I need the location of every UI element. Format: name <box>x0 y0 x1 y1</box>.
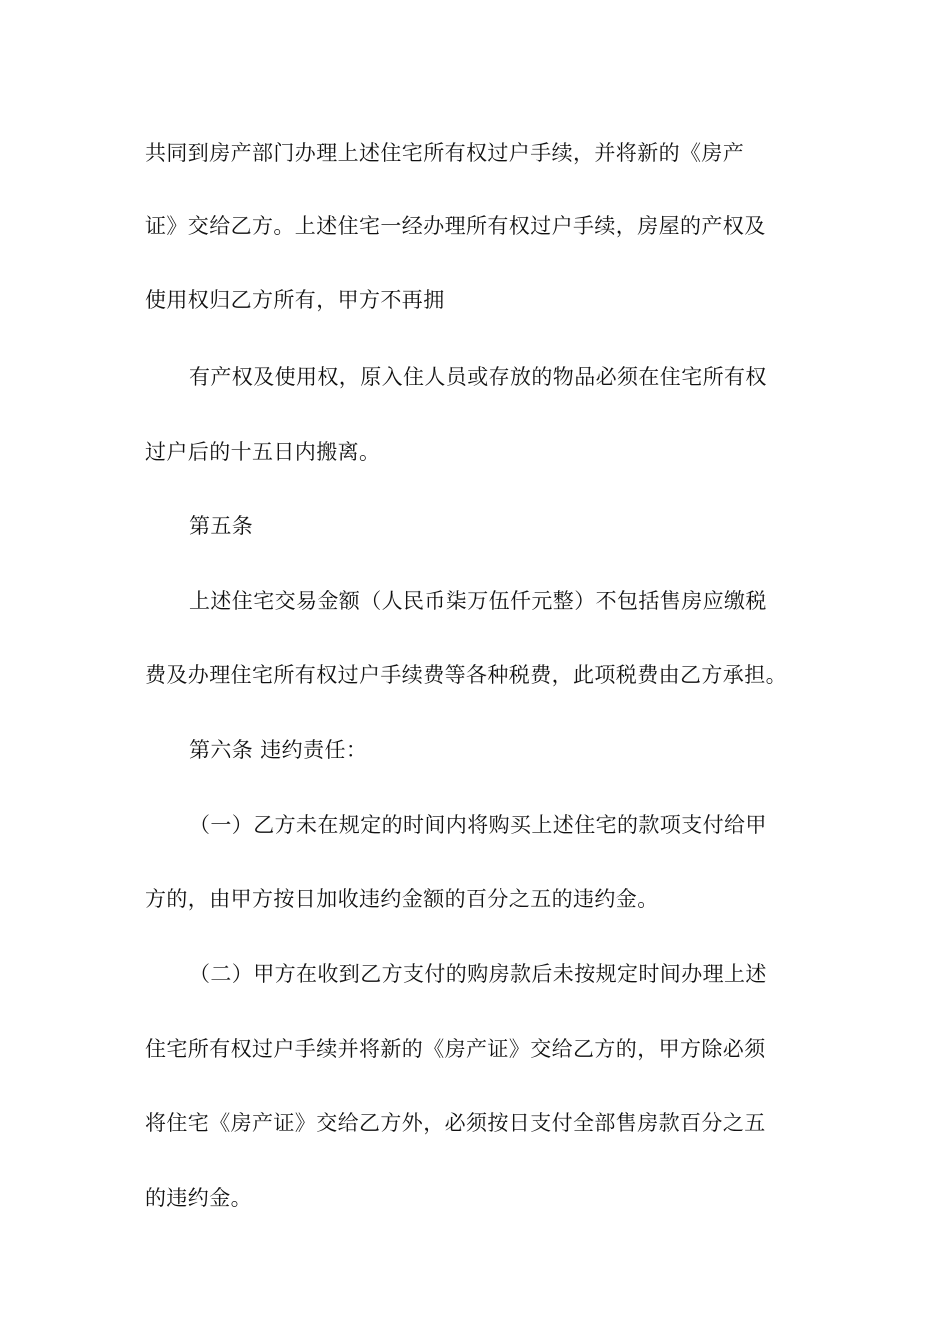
text-line: 使用权归乙方所有，甲方不再拥 <box>145 288 445 312</box>
section-heading: 第六条 违约责任： <box>189 738 368 762</box>
text-line: 费及办理住宅所有权过户手续费等各种税费，此项税费由乙方承担。 <box>145 663 787 687</box>
text-line: 过户后的十五日内搬离。 <box>145 440 381 464</box>
text-line: 住宅所有权过户手续并将新的《房产证》交给乙方的，甲方除必须 <box>145 1037 766 1061</box>
text-line: 方的，由甲方按日加收违约金额的百分之五的违约金。 <box>145 887 659 911</box>
text-line: 有产权及使用权，原入住人员或存放的物品必须在住宅所有权 <box>189 365 767 389</box>
text-line: （一）乙方未在规定的时间内将购买上述住宅的款项支付给甲 <box>189 813 767 837</box>
text-line: 共同到房产部门办理上述住宅所有权过户手续，并将新的《房产 <box>145 141 745 165</box>
text-line: 将住宅《房产证》交给乙方外，必须按日支付全部售房款百分之五 <box>145 1111 766 1135</box>
text-line: 证》交给乙方。上述住宅一经办理所有权过户手续，房屋的产权及 <box>145 214 766 238</box>
text-line: 的违约金。 <box>145 1186 252 1210</box>
text-line: 上述住宅交易金额（人民币柒万伍仟元整）不包括售房应缴税 <box>189 589 767 613</box>
section-heading: 第五条 <box>189 514 254 538</box>
text-line: （二）甲方在收到乙方支付的购房款后未按规定时间办理上述 <box>189 962 767 986</box>
